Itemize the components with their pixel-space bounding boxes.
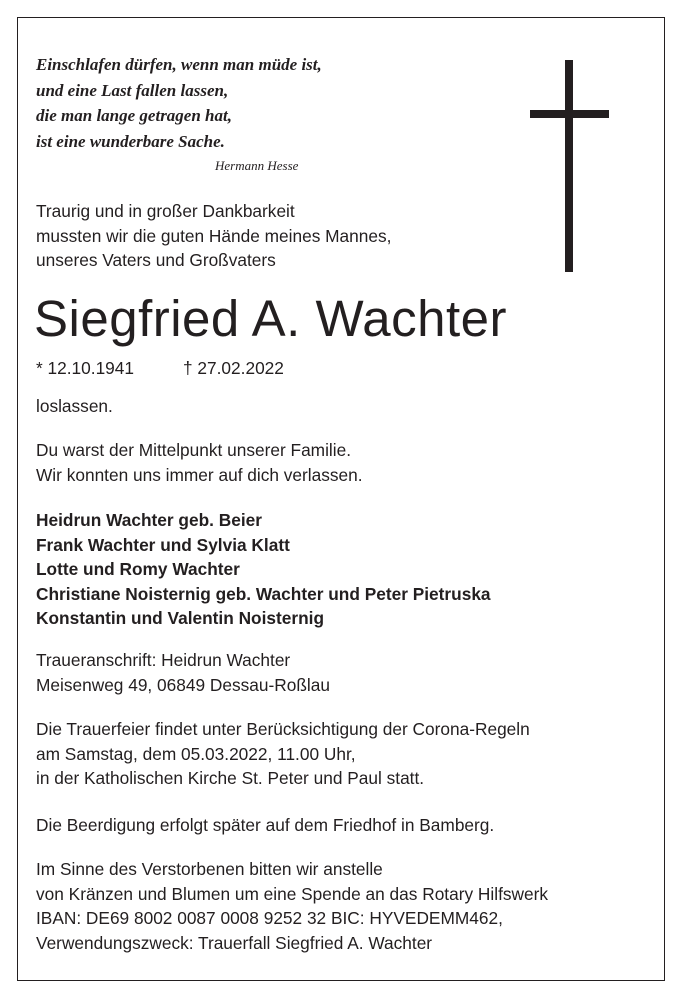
deceased-name: Siegfried A. Wachter [34,290,507,347]
service-line: am Samstag, dem 05.03.2022, 11.00 Uhr, [36,743,356,764]
burial-line: Die Beerdigung erfolgt später auf dem Friedhof in Bamberg. [36,815,495,835]
tribute-line: Wir konnten uns immer auf dich verlassen. [36,464,363,485]
intro-line: Traurig und in großer Dankbarkeit [36,201,295,221]
service-line: in der Katholischen Kirche St. Peter und Paul statt. [36,768,425,788]
donation-line: Verwendungszweck: Trauerfall Siegfried A. Wachter [36,932,433,953]
poem-line: und eine Last fallen lassen, [36,80,229,100]
donation-line: IBAN: DE69 8002 0087 0008 9252 32 BIC: HYVEDEMM462, [36,908,503,928]
service-info [36,717,530,791]
tribute-text [36,438,363,487]
release-text [36,394,113,419]
poem-line: Einschlafen dürfen, wenn man müde ist, [36,55,322,74]
poem-author: Hermann Hesse [215,158,299,173]
poem [36,52,322,154]
donation-line: Im Sinne des Verstorbenen bitten wir anstelle [36,859,383,879]
mourners-list [36,508,491,631]
release-line: loslassen. [36,396,113,416]
cross-vertical-bar [565,60,573,272]
death-date: † 27.02.2022 [183,358,284,378]
birth-date: * 12.10.1941 [36,358,135,378]
donation-info [36,857,548,955]
address-line: Meisenweg 49, 06849 Dessau-Roßlau [36,674,330,695]
tribute-line: Du warst der Mittelpunkt unserer Familie. [36,440,352,460]
burial-info [36,813,494,838]
mourner: Christiane Noisternig geb. Wachter und Peter Pietruska [36,583,491,604]
mourner: Lotte und Romy Wachter [36,559,240,579]
address-line: Traueranschrift: Heidrun Wachter [36,650,291,670]
intro-text [36,199,391,273]
mourner: Heidrun Wachter geb. Beier [36,510,262,530]
poem-line: die man lange getragen hat, [36,106,232,125]
intro-line: mussten wir die guten Hände meines Mannes, [36,225,392,246]
mourner: Frank Wachter und Sylvia Klatt [36,534,290,555]
intro-line: unseres Vaters und Großvaters [36,250,276,270]
cross-horizontal-bar [530,110,609,118]
service-line: Die Trauerfeier findet unter Berücksichtigung der Corona-Regeln [36,719,530,739]
donation-line: von Kränzen und Blumen um eine Spende an das Rotary Hilfswerk [36,883,548,904]
mourner: Konstantin und Valentin Noisternig [36,608,325,628]
poem-line: ist eine wunderbare Sache. [36,131,225,151]
mourning-address [36,648,330,697]
